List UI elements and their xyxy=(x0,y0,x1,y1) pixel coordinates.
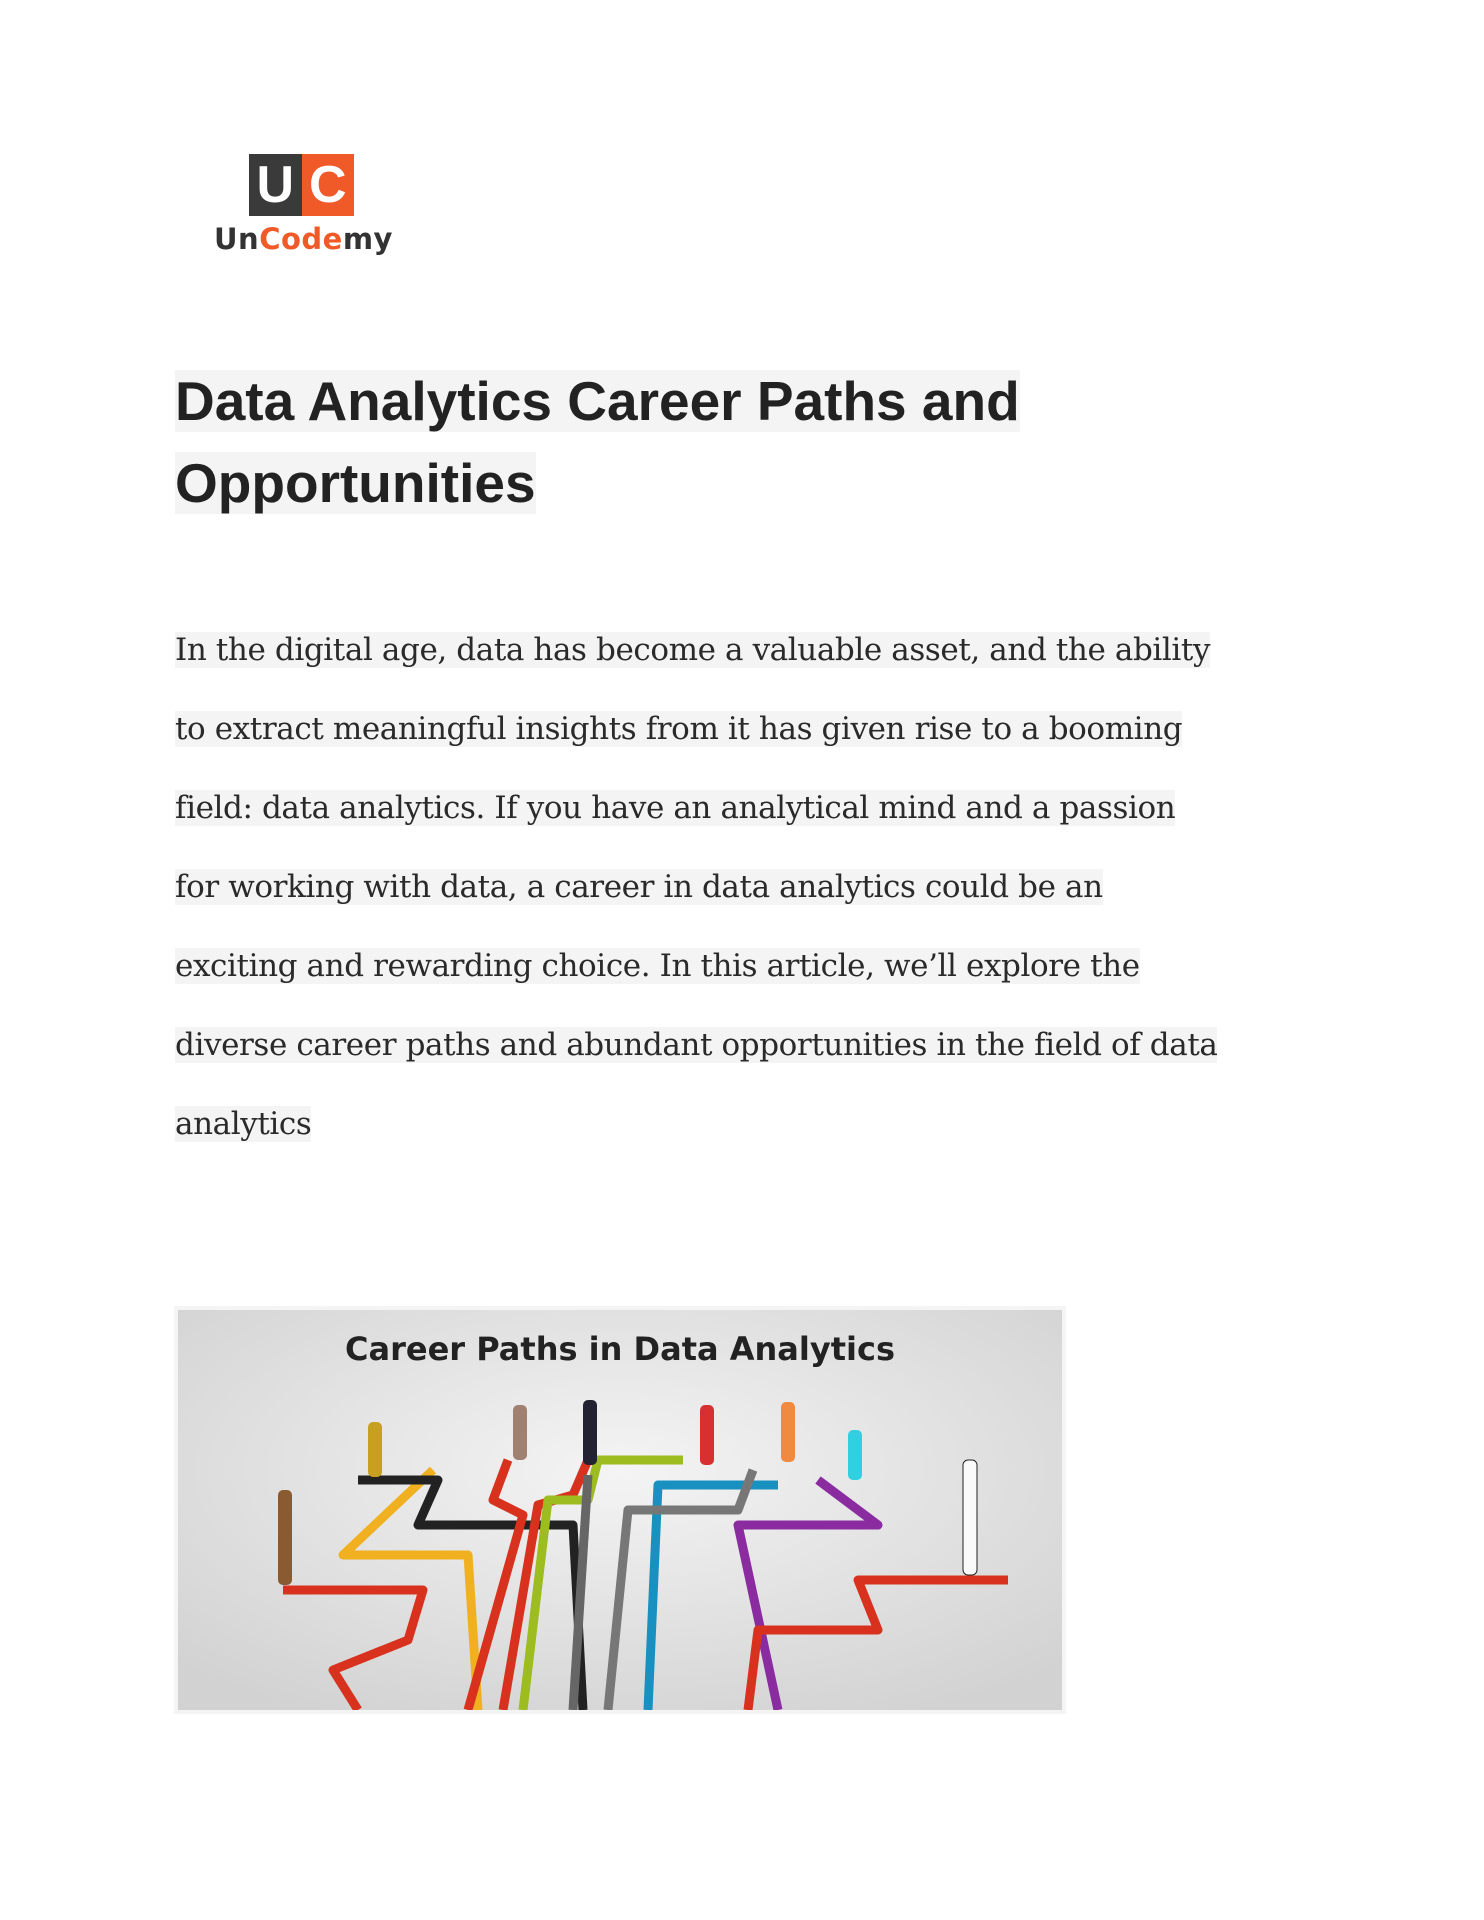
body-line: In the digital age, data has become a valuable asset, and the ability xyxy=(175,632,1211,668)
article-intro xyxy=(175,611,1355,1164)
body-line: analytics xyxy=(175,1106,312,1142)
uncodemy-logo[interactable] xyxy=(214,152,393,257)
body-line: for working with data, a career in data analytics could be an xyxy=(175,869,1103,905)
wordmark-part: Un xyxy=(214,222,260,256)
title-line: Data Analytics Career Paths and xyxy=(175,370,1020,432)
page-title xyxy=(175,360,1275,524)
logo-mark: U C xyxy=(249,154,354,216)
body-line: to extract meaningful insights from it has given rise to a booming xyxy=(175,711,1183,747)
body-line: field: data analytics. If you have an analytical mind and a passion xyxy=(175,790,1176,826)
career-paths-illustration xyxy=(178,1310,1062,1710)
title-line: Opportunities xyxy=(175,452,536,514)
body-line: diverse career paths and abundant opportunities in the field of data xyxy=(175,1027,1218,1063)
wordmark-part: my xyxy=(342,222,393,256)
career-paths-image xyxy=(174,1306,1066,1714)
logo-wordmark xyxy=(214,222,393,256)
wordmark-part: Code xyxy=(259,222,343,256)
figure-caption: Career Paths in Data Analytics xyxy=(345,1330,895,1368)
body-line: exciting and rewarding choice. In this article, we’ll explore the xyxy=(175,948,1140,984)
